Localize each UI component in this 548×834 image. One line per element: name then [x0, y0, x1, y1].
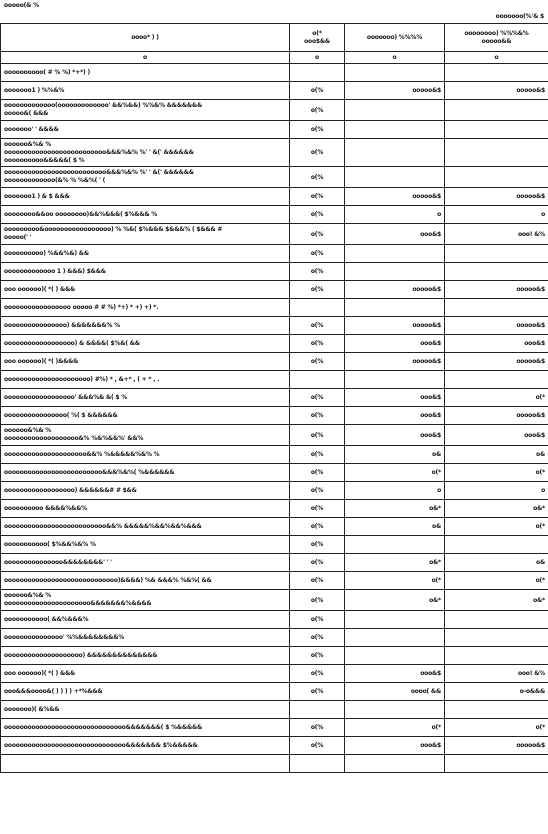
row-prior-value	[445, 629, 548, 647]
row-prior-value	[445, 755, 548, 773]
row-prior-value: ooooo&$	[445, 281, 548, 299]
row-note-cell: o(%	[290, 737, 345, 755]
row-prior-value: o(*	[445, 518, 548, 536]
row-item-cell	[1, 206, 290, 224]
table-row	[1, 464, 548, 482]
row-item-cell	[1, 299, 290, 317]
row-current-value: o(*	[345, 719, 445, 737]
row-prior-value	[445, 245, 548, 263]
row-current-value	[345, 647, 445, 665]
row-note-cell	[290, 371, 345, 389]
row-item-label: ooooooooooooo(ooooooooooooo' &&%&&) %%&% &&&&&&&	[4, 102, 202, 109]
row-prior-value: ooo&$	[445, 335, 548, 353]
table-row	[1, 371, 548, 389]
row-prior-value: o&*	[445, 590, 548, 611]
table-row	[1, 719, 548, 737]
row-note-cell: o(%	[290, 389, 345, 407]
row-note-cell: o(%	[290, 353, 345, 371]
row-item-cell	[1, 100, 290, 121]
row-item-label: oooooooooo) %&&%&) &&	[4, 249, 89, 257]
row-item-label-continued: ooooo&( &&&	[4, 110, 49, 117]
table-row	[1, 518, 548, 536]
row-item-label: ooooooo' ' &&&&	[4, 125, 59, 133]
row-prior-value	[445, 64, 548, 82]
row-prior-value: o	[445, 206, 548, 224]
row-current-value	[345, 755, 445, 773]
column-header-prior-line1: oooooooo) %%%&%	[464, 29, 529, 37]
row-note-cell: o(%	[290, 317, 345, 335]
row-item-cell	[1, 371, 290, 389]
row-item-label: oooooooooooooooooooo) &&&&&&&&&&&&&&	[4, 651, 158, 659]
row-item-cell	[1, 554, 290, 572]
row-note-cell: o(%	[290, 100, 345, 121]
table-row	[1, 335, 548, 353]
table-row	[1, 536, 548, 554]
row-note-cell: o(%	[290, 206, 345, 224]
row-prior-value: o(*	[445, 572, 548, 590]
row-item-label: ooooooooooooooo&&&&&&&&' ' '	[4, 558, 112, 566]
row-item-label: ooooooooooooooooooooooooooooo)&&&&) %& &&&% %&%( &&	[4, 576, 212, 584]
row-current-value: ooo&$	[345, 407, 445, 425]
row-note-cell: o(%	[290, 554, 345, 572]
table-row	[1, 317, 548, 335]
row-item-label: ooooooooooooooooooooooooooooooo&&&&&&&( $ %&&&&&	[4, 723, 203, 731]
table-row	[1, 554, 548, 572]
row-item-label: oooooooooo &&&&%&&%	[4, 504, 87, 512]
row-item-label: ooo&&&oooo&( ) ) ) ) +*%&&&	[4, 687, 103, 695]
table-row	[1, 121, 548, 139]
row-item-label: ooooooooo&ooooooooooooooooo) % %&( $%&&& $&&&% ( $&&& #	[4, 226, 223, 233]
row-item-cell	[1, 446, 290, 464]
row-item-cell	[1, 572, 290, 590]
row-note-cell: o(%	[290, 536, 345, 554]
row-current-value: o	[345, 206, 445, 224]
row-item-label: ooooooooooooooooooooooooo&&&%&%( %&&&&&&	[4, 468, 175, 476]
table-row	[1, 263, 548, 281]
row-note-cell: o(%	[290, 82, 345, 100]
row-current-value	[345, 611, 445, 629]
row-item-label: oooooooooooooooo( %( $ &&&&&&	[4, 411, 118, 419]
row-item-cell	[1, 629, 290, 647]
table-row	[1, 665, 548, 683]
row-prior-value: o&	[445, 446, 548, 464]
row-note-cell: o(%	[290, 518, 345, 536]
table-row	[1, 206, 548, 224]
index-cell: o	[445, 52, 548, 64]
row-item-cell	[1, 121, 290, 139]
row-item-label: oooooo&%& %	[4, 592, 52, 599]
row-item-label: ooo oooooo)( *( )&&&&	[4, 357, 79, 365]
row-prior-value: ooooo&$	[445, 317, 548, 335]
row-item-label: oooooooooooooooooooooooooo&&&%&% %' ' &(' &&&&&&	[4, 169, 194, 176]
row-note-cell	[290, 701, 345, 719]
row-item-label: ooooooooooooooooooooo&&% %&&&&&%&% %	[4, 450, 160, 458]
row-item-cell	[1, 281, 290, 299]
row-prior-value: o(*	[445, 389, 548, 407]
row-prior-value: ooo&$	[445, 425, 548, 446]
row-current-value	[345, 100, 445, 121]
row-current-value: o&*	[345, 590, 445, 611]
row-item-label: oooooooooooooooooooooooooo&&% &&&&&%&&%&&%&&&	[4, 522, 202, 530]
row-item-cell	[1, 482, 290, 500]
row-prior-value: o-o&&&	[445, 683, 548, 701]
row-item-cell	[1, 167, 290, 188]
table-row	[1, 139, 548, 167]
row-item-label: oooooooooo( # % %) *+*) )	[4, 68, 90, 76]
table-row	[1, 245, 548, 263]
table-row	[1, 629, 548, 647]
column-header-prior-line2: ooooo&&	[481, 37, 512, 45]
row-note-cell: o(%	[290, 629, 345, 647]
row-prior-value	[445, 647, 548, 665]
row-item-cell	[1, 701, 290, 719]
index-cell: o	[1, 52, 290, 64]
row-prior-value: ooooo&$	[445, 737, 548, 755]
row-note-cell: o(%	[290, 167, 345, 188]
row-item-label: ooo oooooo)( *( ) &&&	[4, 285, 76, 293]
table-row	[1, 389, 548, 407]
index-cell: o	[345, 52, 445, 64]
row-prior-value: ooooo&$	[445, 407, 548, 425]
row-prior-value: o(*	[445, 719, 548, 737]
row-item-label-continued: oooooooooo&&&&&( $ %	[4, 156, 85, 164]
row-current-value: ooo&$	[345, 425, 445, 446]
column-header-note-line2: ooo$&&	[304, 37, 330, 45]
row-current-value: ooooo&$	[345, 317, 445, 335]
row-current-value: o	[345, 482, 445, 500]
row-prior-value: o&	[445, 554, 548, 572]
row-item-label: ooooooooooooooooo ooooo # # %) *+) * +) +) *.	[4, 303, 159, 311]
row-item-label-continued: ooooooooooooooooooo&% %&%&&%' &&%	[4, 435, 144, 442]
row-note-cell: o(%	[290, 683, 345, 701]
row-note-cell: o(%	[290, 719, 345, 737]
row-current-value: oooo( &&	[345, 683, 445, 701]
column-header-note	[290, 24, 345, 52]
row-item-cell	[1, 335, 290, 353]
table-row	[1, 407, 548, 425]
row-item-label: oooooooo&&oo oooooooo)&&%&&&( $%&&& %	[4, 210, 158, 218]
row-item-label: ooooooooooooo 1 ) &&&) $&&&	[4, 267, 106, 275]
row-item-label: ooooooooooooooo' %%&&&&&&&&%	[4, 633, 125, 641]
row-item-label: ooooooo1 ) %%&%	[4, 86, 65, 94]
row-item-label-continued: ooooooooooooo(&% % %&%( ' (	[4, 177, 106, 184]
row-note-cell: o(%	[290, 647, 345, 665]
row-item-cell	[1, 536, 290, 554]
row-current-value: ooo&$	[345, 737, 445, 755]
row-prior-value	[445, 139, 548, 167]
table-row	[1, 425, 548, 446]
table-row	[1, 281, 548, 299]
table-row	[1, 590, 548, 611]
table-row	[1, 500, 548, 518]
table-row	[1, 482, 548, 500]
row-item-cell	[1, 224, 290, 245]
column-header-current	[345, 24, 445, 52]
row-note-cell: o(%	[290, 281, 345, 299]
row-note-cell: o(%	[290, 464, 345, 482]
row-item-cell	[1, 188, 290, 206]
row-note-cell: o(%	[290, 572, 345, 590]
row-item-label: oooooo&%& %	[4, 140, 52, 148]
row-current-value	[345, 167, 445, 188]
row-note-cell: o(%	[290, 446, 345, 464]
row-item-cell	[1, 683, 290, 701]
table-row	[1, 188, 548, 206]
row-note-cell: o(%	[290, 500, 345, 518]
row-current-value: o(*	[345, 464, 445, 482]
row-note-cell: o(%	[290, 665, 345, 683]
row-current-value	[345, 536, 445, 554]
row-item-cell	[1, 590, 290, 611]
row-item-label: oooooooooooooooooooooo) #%) * , &+* , ( + * , .	[4, 375, 160, 383]
row-current-value: ooooo&$	[345, 188, 445, 206]
row-note-cell	[290, 299, 345, 317]
row-prior-value: o&*	[445, 500, 548, 518]
row-current-value: o&	[345, 518, 445, 536]
row-prior-value: o(*	[445, 464, 548, 482]
unit-note: ooooooo(%'& $	[495, 13, 544, 20]
row-item-cell	[1, 245, 290, 263]
row-prior-value: ooooo&$	[445, 188, 548, 206]
row-current-value	[345, 263, 445, 281]
row-item-label-continued: oooooooooooooooooooooooooo&&&%&% %' ' &(' &&&&&&	[4, 148, 194, 156]
row-item-label: ooooooooooooooooooooooooooooooo&&&&&&& $%&&&&&	[4, 741, 198, 749]
table-row	[1, 167, 548, 188]
row-current-value	[345, 629, 445, 647]
table-row	[1, 647, 548, 665]
row-current-value: ooooo&$	[345, 353, 445, 371]
row-note-cell: o(%	[290, 245, 345, 263]
column-header-prior	[445, 24, 548, 52]
row-current-value	[345, 64, 445, 82]
row-item-label: oooooooooooooooooo' &&&%& &( $ %	[4, 393, 128, 401]
row-note-cell: o(%	[290, 263, 345, 281]
row-current-value: o&	[345, 446, 445, 464]
table-row	[1, 353, 548, 371]
row-prior-value	[445, 611, 548, 629]
row-item-cell	[1, 518, 290, 536]
row-note-cell: o(%	[290, 224, 345, 245]
row-item-cell	[1, 263, 290, 281]
table-row	[1, 611, 548, 629]
row-item-label: ooooooooooo( $%&&%&% %	[4, 540, 96, 548]
row-item-cell	[1, 611, 290, 629]
table-row	[1, 683, 548, 701]
row-item-label: oooooooooooooooo) &&&&&&&% %	[4, 321, 120, 329]
table-row	[1, 64, 548, 82]
row-current-value	[345, 701, 445, 719]
row-current-value: ooooo&$	[345, 281, 445, 299]
row-item-cell	[1, 737, 290, 755]
row-item-cell	[1, 500, 290, 518]
row-prior-value	[445, 371, 548, 389]
row-current-value	[345, 245, 445, 263]
row-note-cell: o(%	[290, 335, 345, 353]
row-item-cell	[1, 665, 290, 683]
row-item-label: oooooooooooooooooo) &&&&&&# # $&&	[4, 486, 137, 494]
row-item-label: ooo oooooo)( *( ) &&&	[4, 669, 76, 677]
row-note-cell	[290, 755, 345, 773]
row-current-value: o(*	[345, 572, 445, 590]
row-current-value: ooo&$	[345, 335, 445, 353]
row-prior-value	[445, 701, 548, 719]
row-note-cell: o(%	[290, 590, 345, 611]
table-row	[1, 737, 548, 755]
table-row	[1, 701, 548, 719]
row-note-cell: o(%	[290, 611, 345, 629]
row-item-cell	[1, 353, 290, 371]
table-row	[1, 100, 548, 121]
row-current-value: o&*	[345, 500, 445, 518]
row-current-value: ooo&$	[345, 389, 445, 407]
row-item-cell	[1, 647, 290, 665]
row-item-label: ooooooo)( &%&&	[4, 705, 60, 713]
row-item-label: ooooooooooo( &&%&&&%	[4, 615, 89, 623]
row-item-label: oooooooooooooooooo) & &&&&( $%&( &&	[4, 339, 140, 347]
row-note-cell: o(%	[290, 482, 345, 500]
row-prior-value: ooo! &%	[445, 224, 548, 245]
row-note-cell: o(%	[290, 139, 345, 167]
table-row	[1, 299, 548, 317]
row-note-cell: o(%	[290, 425, 345, 446]
row-note-cell: o(%	[290, 188, 345, 206]
row-prior-value: ooooo&$	[445, 353, 548, 371]
row-item-cell	[1, 64, 290, 82]
row-item-cell	[1, 464, 290, 482]
row-current-value	[345, 121, 445, 139]
row-current-value: ooo&$	[345, 224, 445, 245]
row-prior-value	[445, 536, 548, 554]
row-item-label-continued: ooooo(' '	[4, 234, 32, 241]
row-prior-value	[445, 299, 548, 317]
row-prior-value	[445, 263, 548, 281]
index-cell: o	[290, 52, 345, 64]
column-header-current-label: ooooooo) %%%%	[366, 34, 423, 41]
page-title: ooooo(& %	[4, 2, 39, 9]
table-row	[1, 572, 548, 590]
row-current-value: ooooo&$	[345, 82, 445, 100]
row-current-value: o&*	[345, 554, 445, 572]
column-header-item-label: oooo* ) )	[131, 34, 159, 41]
row-note-cell	[290, 64, 345, 82]
row-item-cell	[1, 317, 290, 335]
row-item-cell	[1, 425, 290, 446]
row-note-cell: o(%	[290, 407, 345, 425]
table-row	[1, 224, 548, 245]
row-current-value: ooo&$	[345, 665, 445, 683]
index-row	[1, 52, 548, 64]
row-item-cell	[1, 139, 290, 167]
table-row	[1, 82, 548, 100]
row-note-cell: o(%	[290, 121, 345, 139]
row-prior-value	[445, 167, 548, 188]
row-item-cell	[1, 407, 290, 425]
column-header-note-line1: o(*	[312, 29, 322, 37]
row-item-label: ooooooo1 ) & $ &&&	[4, 192, 70, 200]
row-prior-value	[445, 100, 548, 121]
row-item-label: oooooo&%& %	[4, 427, 52, 434]
row-item-cell	[1, 755, 290, 773]
table-header-row	[1, 24, 548, 52]
report-table	[0, 23, 548, 773]
row-item-cell	[1, 82, 290, 100]
row-prior-value: ooo! &%	[445, 665, 548, 683]
table-row	[1, 755, 548, 773]
row-prior-value: ooooo&$	[445, 82, 548, 100]
table-row	[1, 446, 548, 464]
row-item-cell	[1, 389, 290, 407]
row-prior-value: o	[445, 482, 548, 500]
row-item-cell	[1, 719, 290, 737]
row-item-label-continued: oooooooooooooooooooooo&&&&&&&%&&&&	[4, 600, 152, 607]
row-current-value	[345, 139, 445, 167]
row-prior-value	[445, 121, 548, 139]
row-current-value	[345, 299, 445, 317]
row-current-value	[345, 371, 445, 389]
column-header-item	[1, 24, 290, 52]
table-body	[1, 52, 548, 773]
